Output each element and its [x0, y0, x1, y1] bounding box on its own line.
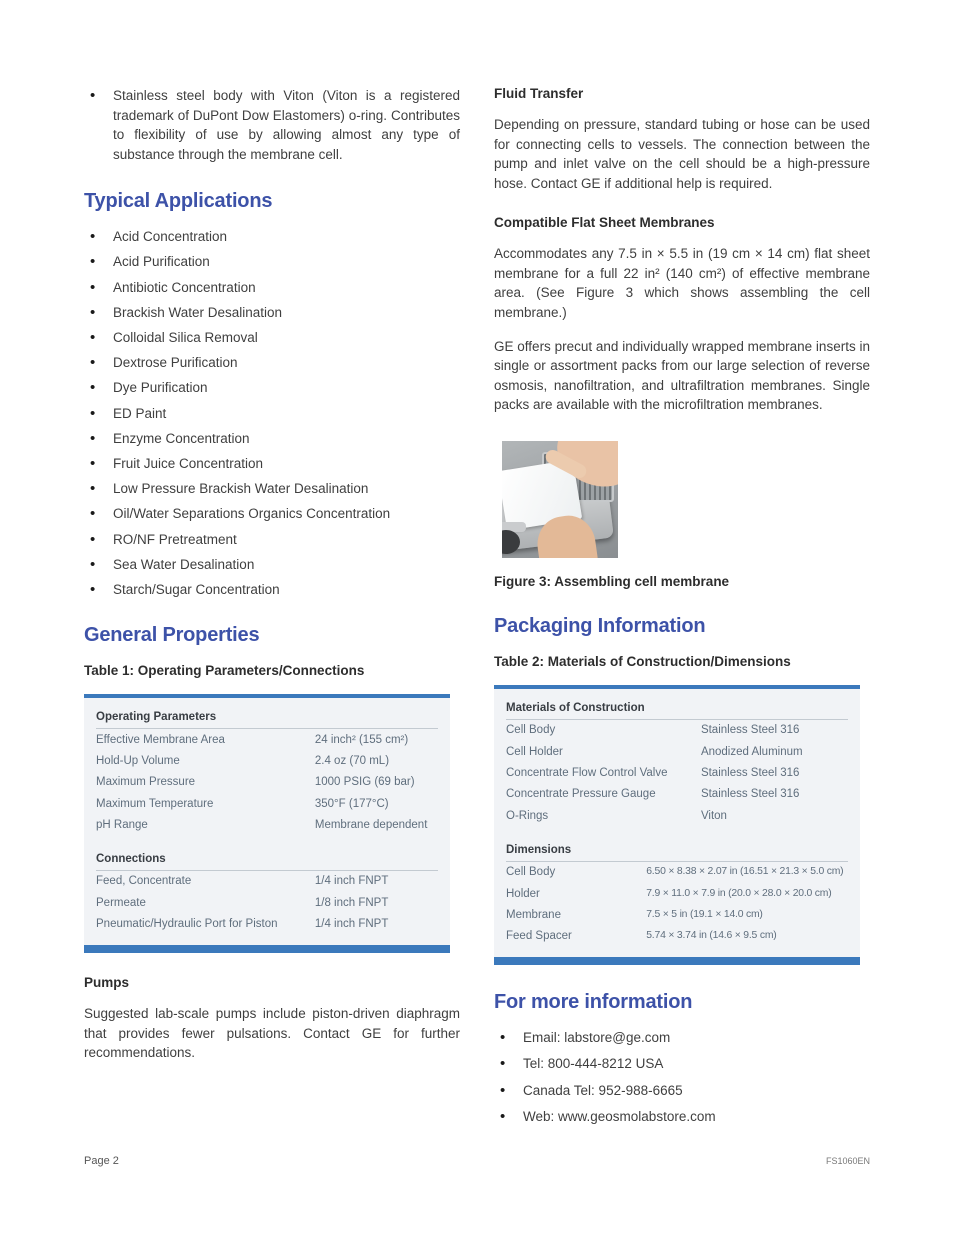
table-row — [96, 729, 438, 750]
list-item: • RO/NF Pretreatment — [84, 532, 460, 548]
table-section-header: Dimensions — [506, 837, 848, 862]
row-value: Membrane dependent — [314, 819, 428, 832]
list-item: • Canada Tel: 952-988-6665 — [494, 1083, 870, 1099]
list-item: • Web: www.geosmolabstore.com — [494, 1109, 870, 1125]
list-item: • Oil/Water Separations Organics Concentration — [84, 506, 460, 522]
section-heading-typical-applications: Typical Applications — [84, 190, 273, 213]
right-column — [494, 86, 870, 1135]
materials-section — [506, 695, 848, 827]
row-value: 6.50 × 8.38 × 2.07 in (16.51 × 21.3 × 5.0 cm) — [646, 866, 844, 878]
row-label: Hold-Up Volume — [96, 754, 180, 767]
table-section-gap — [96, 836, 438, 846]
row-value: Stainless Steel 316 — [700, 788, 800, 801]
pumps-paragraph: Suggested lab-scale pumps include piston-driven diaphragm that provides fewer pulsations. Contact GE for further recommendations. — [84, 1006, 460, 1061]
row-label: Cell Holder — [506, 745, 563, 758]
table-row — [96, 815, 438, 836]
section-heading-for-more-information: For more information — [494, 991, 693, 1014]
list-item: • Brackish Water Desalination — [84, 305, 460, 321]
row-label: Feed, Concentrate — [96, 875, 192, 888]
table-row — [506, 862, 848, 883]
table-row — [96, 871, 438, 892]
fluid-transfer-paragraph: Depending on pressure, standard tubing or hose can be used for connecting cells to vessels. The connection between the pump and inlet valve on the cell should be a high-pressure hose. Contact GE if additional help is required. — [494, 117, 870, 191]
table-row — [506, 926, 848, 947]
table-row — [506, 741, 848, 762]
row-value: 7.5 × 5 in (19.1 × 14.0 cm) — [646, 908, 763, 920]
table-operating-parameters — [84, 694, 450, 953]
row-value: Stainless Steel 316 — [700, 767, 800, 779]
row-value: Viton — [700, 809, 727, 822]
list-item: • Acid Purification — [84, 254, 460, 270]
row-label: Concentrate Flow Control Valve — [506, 767, 668, 779]
row-value: Stainless Steel 316 — [700, 724, 800, 737]
row-label: Effective Membrane Area — [96, 733, 225, 746]
list-item: • Dye Purification — [84, 380, 460, 396]
left-column — [84, 86, 460, 1135]
table-section-header: Connections — [96, 846, 438, 871]
row-value: Anodized Aluminum — [700, 745, 803, 758]
row-value: 2.4 oz (70 mL) — [314, 754, 390, 767]
table-materials-dimensions — [494, 685, 860, 965]
row-label: Maximum Temperature — [96, 797, 214, 810]
row-label: pH Range — [96, 819, 148, 832]
list-item: • Fruit Juice Concentration — [84, 456, 460, 472]
row-label: Cell Body — [506, 866, 556, 879]
row-value: 24 inch² (155 cm²) — [314, 733, 409, 746]
subheading-compatible-membranes: Compatible Flat Sheet Membranes — [494, 215, 715, 231]
list-item: • Acid Concentration — [84, 229, 460, 245]
row-label: Concentrate Pressure Gauge — [506, 788, 656, 801]
table-row — [506, 883, 848, 904]
list-item: • Low Pressure Brackish Water Desalination — [84, 481, 460, 497]
table-row — [96, 772, 438, 793]
row-value: 1000 PSIG (69 bar) — [314, 776, 415, 789]
list-item: • Sea Water Desalination — [84, 557, 460, 573]
page-number: Page 2 — [84, 1155, 119, 1167]
table-section-header: Operating Parameters — [96, 704, 438, 729]
table-row — [96, 892, 438, 913]
row-value: 7.9 × 11.0 × 7.9 in (20.0 × 28.0 × 20.0 cm) — [646, 887, 832, 899]
dimensions-section — [506, 837, 848, 948]
table2-caption: Table 2: Materials of Construction/Dimensions — [494, 653, 791, 669]
list-item: • Tel: 800-444-8212 USA — [494, 1056, 870, 1072]
row-label: O-Rings — [506, 809, 549, 822]
list-item: • Colloidal Silica Removal — [84, 330, 460, 346]
table-row — [96, 914, 438, 935]
table-row — [506, 784, 848, 805]
section-heading-packaging-information: Packaging Information — [494, 614, 706, 637]
row-label: Feed Spacer — [506, 930, 572, 943]
row-value: 1/4 inch FNPT — [314, 875, 389, 888]
list-item: • Dextrose Purification — [84, 355, 460, 371]
table-row — [506, 763, 848, 784]
row-label: Holder — [506, 887, 540, 900]
row-label: Pneumatic/Hydraulic Port for Piston — [96, 918, 278, 931]
row-label: Maximum Pressure — [96, 776, 196, 789]
document-code: FS1060EN — [825, 1156, 870, 1166]
page-footer — [84, 1155, 870, 1167]
table1-caption: Table 1: Operating Parameters/Connections — [84, 663, 365, 679]
subheading-pumps: Pumps — [84, 975, 130, 991]
row-value: 5.74 × 3.74 in (14.6 × 9.5 cm) — [646, 930, 777, 942]
row-label: Permeate — [96, 896, 146, 909]
row-value: 350°F (177°C) — [314, 797, 389, 810]
row-label: Membrane — [506, 908, 561, 921]
figure-caption: Figure 3: Assembling cell membrane — [494, 573, 730, 589]
typical-applications-list — [84, 229, 460, 598]
list-item: • Email: labstore@ge.com — [494, 1030, 870, 1046]
table-row — [96, 750, 438, 771]
table-section-header: Materials of Construction — [506, 695, 848, 720]
list-item: • Enzyme Concentration — [84, 431, 460, 447]
row-label: Cell Body — [506, 724, 556, 737]
table-row — [506, 904, 848, 925]
table-row — [506, 720, 848, 741]
table-row — [96, 793, 438, 814]
more-info-list — [494, 1030, 870, 1125]
list-item: • Stainless steel body with Viton (Viton is a registered trademark of DuPont Dow Elastomers) o-ring. Contributes to flexibility of use by allowing almost any type of substance through the membrane cell. — [84, 86, 460, 164]
figure-photo-assembling-cell-membrane — [502, 441, 618, 558]
table-row — [506, 805, 848, 826]
table-section-gap — [506, 827, 848, 837]
membranes-paragraph-2: GE offers precut and individually wrapped membrane inserts in single or assortment packs from our large selection of reverse osmosis, nanofiltration, and ultrafiltration membranes. Single packs are available with the microfiltration membranes. — [494, 338, 870, 413]
subheading-fluid-transfer: Fluid Transfer — [494, 86, 584, 101]
list-item: • Starch/Sugar Concentration — [84, 582, 460, 598]
intro-bullet-list — [84, 86, 460, 164]
membranes-paragraph-1: Accommodates any 7.5 in × 5.5 in (19 cm × 14 cm) flat sheet membrane for a full 22 in² (140 cm²) of effective membrane area. (See Figure 3 which shows assembling the cell membrane.) — [494, 246, 870, 320]
row-value: 1/8 inch FNPT — [314, 896, 389, 909]
list-item: • ED Paint — [84, 406, 460, 422]
section-heading-general-properties: General Properties — [84, 624, 260, 647]
row-value: 1/4 inch FNPT — [314, 918, 389, 931]
list-item: • Antibiotic Concentration — [84, 280, 460, 296]
